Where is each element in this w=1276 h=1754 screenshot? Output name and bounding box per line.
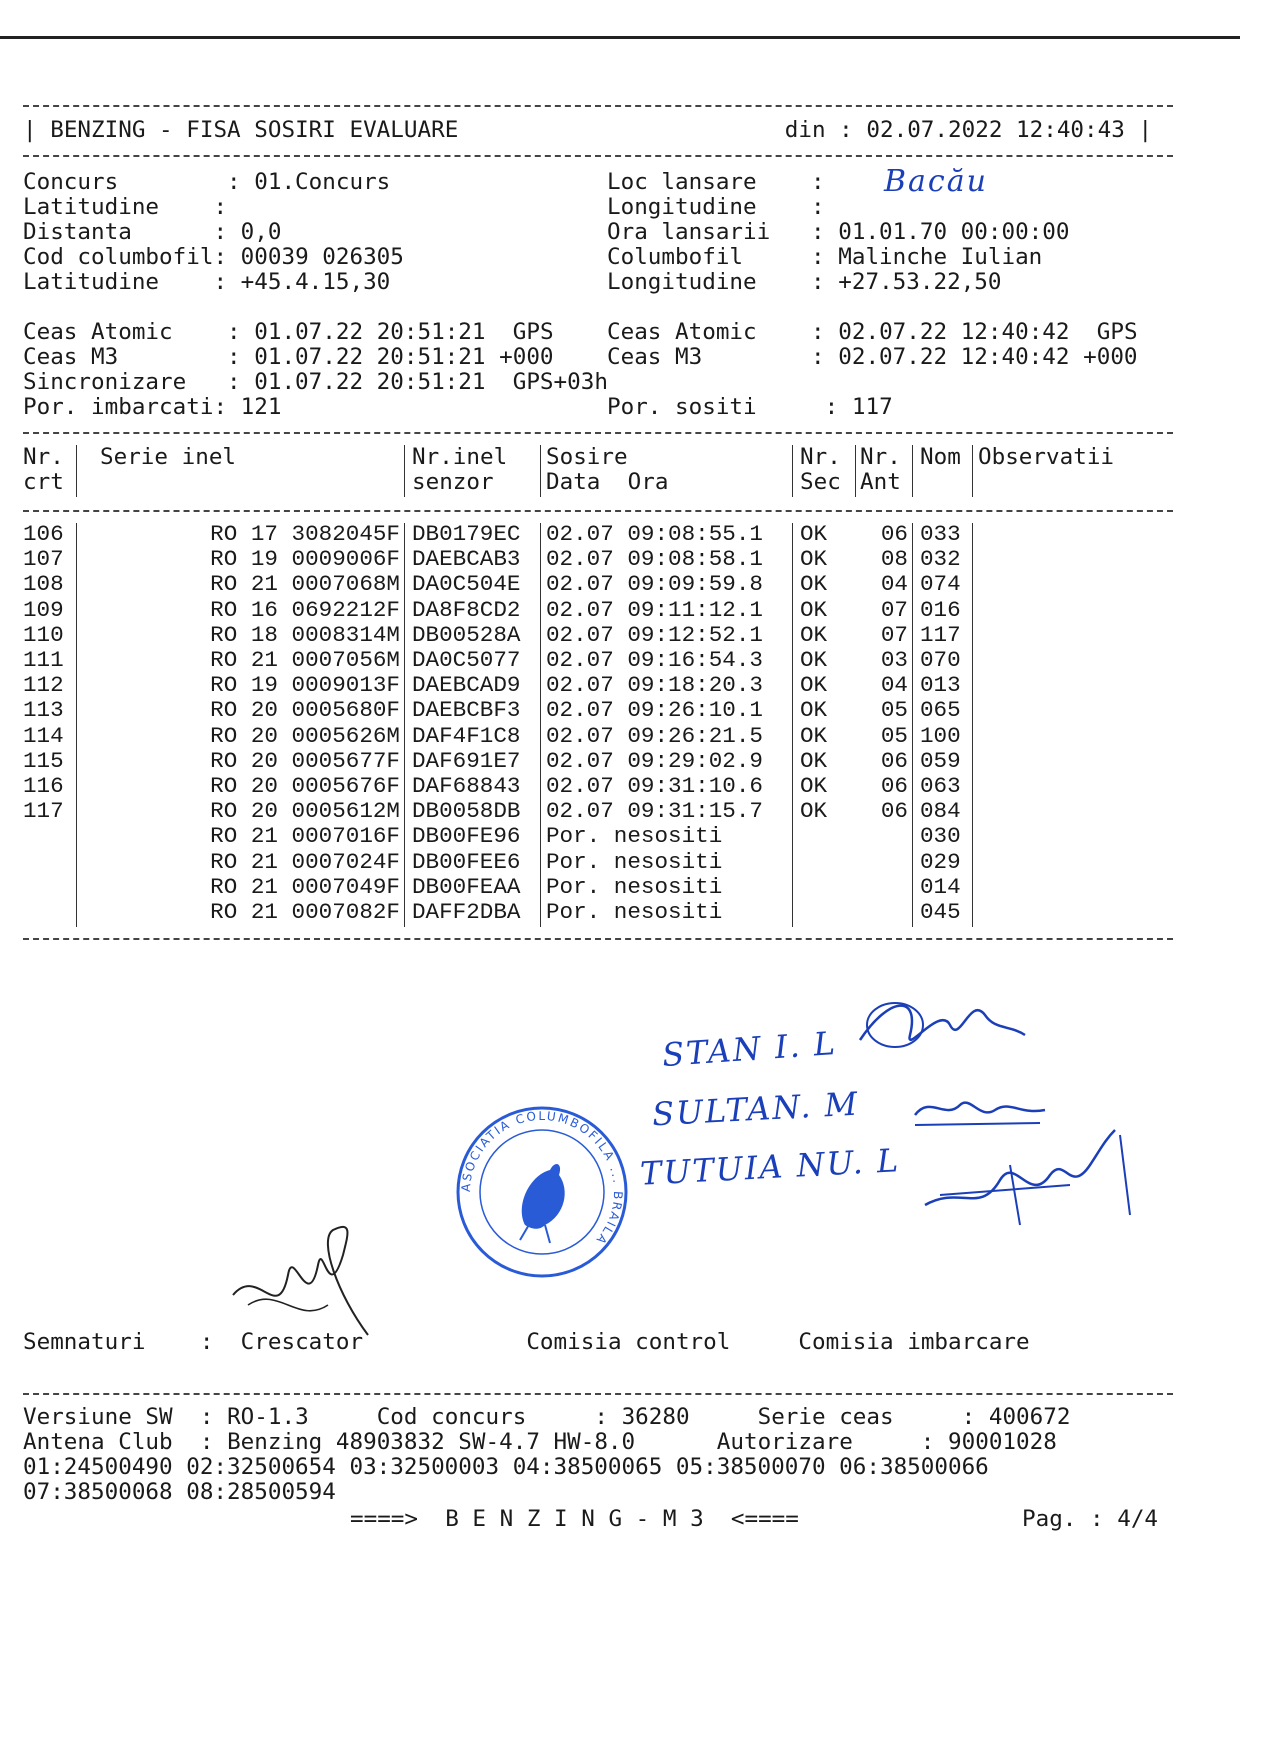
table-cell-sosire: 02.07 09:11:12.1 — [546, 596, 763, 623]
table-cell-senzor: DB00FE96 — [412, 823, 521, 850]
table-cell-nom: 045 — [920, 899, 961, 925]
table-cell-nr: 107 — [23, 546, 64, 573]
table-cell-serie: RO 21 0007082F — [210, 899, 400, 925]
association-stamp — [455, 1105, 630, 1280]
table-header-dash — [23, 510, 1173, 512]
table-cell-serie: RO 21 0007068M — [210, 571, 400, 598]
table-cell-nr: 117 — [23, 798, 64, 825]
table-cell-serie: RO 16 0692212F — [210, 596, 400, 623]
table-cell-ant: 05 — [880, 697, 908, 724]
table-cell-nom: 030 — [920, 823, 961, 850]
table-cell-senzor: DB0179EC — [412, 521, 521, 547]
table-cell-senzor: DA0C504E — [412, 571, 521, 598]
table-cell-serie: RO 21 0007049F — [210, 873, 400, 900]
table-cell-nr: 109 — [23, 596, 64, 623]
table-cell-senzor: DAEBCAB3 — [412, 546, 521, 573]
table-cell-nom: 063 — [920, 773, 961, 799]
table-cell-sosire: 02.07 09:08:58.1 — [546, 546, 763, 573]
table-cell-sosire: 02.07 09:18:20.3 — [546, 672, 763, 699]
table-cell-serie: RO 20 0005676F — [210, 773, 400, 799]
table-cell-senzor: DA8F8CD2 — [412, 596, 521, 623]
table-cell-sec: OK — [800, 571, 828, 598]
table-cell-sosire: Por. nesositi — [546, 848, 723, 875]
sositi-value: 117 — [851, 394, 893, 420]
table-cell-nom: 084 — [920, 798, 961, 825]
distanta-value: 0,0 — [240, 219, 282, 245]
header-line: | BENZING - FISA SOSIRI EVALUARE din : 02.07.2022 12:40:43 | — [23, 117, 1153, 143]
table-cell-senzor: DB00FEE6 — [412, 848, 521, 875]
table-cell-senzor: DAFF2DBA — [412, 899, 521, 925]
table-cell-nom: 117 — [920, 621, 961, 648]
table-cell-ant: 04 — [880, 571, 908, 598]
table-cell-sec: OK — [800, 672, 828, 699]
table-cell-sosire: 02.07 09:16:54.3 — [546, 647, 763, 673]
footer-dash — [23, 1393, 1173, 1395]
cod-columbofil-value: 00039 026305 — [240, 244, 404, 270]
table-cell-senzor: DB0058DB — [412, 798, 521, 825]
table-cell-ant: 05 — [880, 722, 908, 749]
signature-crescator-scribble — [228, 1215, 388, 1345]
header-bottom-dash — [23, 155, 1173, 157]
table-cell-senzor: DAEBCAD9 — [412, 672, 521, 699]
page-number: Pag. : 4/4 — [1022, 1506, 1159, 1532]
table-cell-nom: 032 — [920, 546, 961, 573]
table-cell-sosire: 02.07 09:26:21.5 — [546, 722, 763, 749]
table-cell-nr: 115 — [23, 747, 64, 774]
col-header-observatii: Observatii — [978, 444, 1115, 470]
table-cell-ant: 06 — [880, 798, 908, 825]
table-cell-nom: 070 — [920, 647, 961, 673]
table-cell-senzor: DA0C5077 — [412, 647, 521, 673]
table-cell-senzor: DAF68843 — [412, 773, 521, 799]
table-cell-sosire: 02.07 09:31:10.6 — [546, 773, 763, 799]
table-cell-sosire: 02.07 09:08:55.1 — [546, 521, 763, 547]
table-cell-ant: 03 — [880, 647, 908, 673]
table-cell-nr: 110 — [23, 621, 64, 648]
table-cell-nr: 108 — [23, 571, 64, 598]
table-cell-sec: OK — [800, 697, 828, 724]
table-cell-sosire: 02.07 09:31:15.7 — [546, 798, 763, 825]
table-cell-senzor: DB00528A — [412, 621, 521, 648]
columbofil-value: Malinche Iulian — [838, 244, 1043, 270]
handwritten-name-2: SULTAN. M — [651, 1084, 861, 1134]
table-cell-sec: OK — [800, 798, 828, 825]
table-cell-sec: OK — [800, 521, 828, 547]
table-cell-sosire: 02.07 09:26:10.1 — [546, 697, 763, 724]
info-left: Concurs : 01.Concurs Latitudine : Distanta : 0,0 Cod columbofil: 00039 026305 Latitudine : +45.4.15,30 — [23, 169, 404, 295]
table-cell-ant: 08 — [880, 546, 908, 573]
table-cell-nom: 059 — [920, 747, 961, 774]
table-cell-serie: RO 19 0009006F — [210, 546, 400, 573]
signature-1-scribble — [850, 985, 1030, 1065]
brand-line: ====> B E N Z I N G - M 3 <==== — [350, 1506, 799, 1532]
report-title: BENZING - FISA SOSIRI EVALUARE — [50, 117, 459, 143]
table-cell-ant: 07 — [880, 596, 908, 623]
table-cell-serie: RO 20 0005612M — [210, 798, 400, 825]
svg-text:ASOCIATIA COLUMBOFILA ... BRAI: ASOCIATIA COLUMBOFILA ... BRAILA — [458, 1108, 626, 1249]
report-date: 02.07.2022 12:40:43 — [866, 117, 1125, 143]
table-cell-serie: RO 17 3082045F — [210, 521, 400, 547]
table-cell-sosire: Por. nesositi — [546, 899, 723, 925]
table-cell-serie: RO 18 0008314M — [210, 621, 400, 648]
pigeon-icon — [522, 1164, 565, 1229]
table-header: Nr. crt — [23, 444, 64, 495]
table-cell-serie: RO 20 0005626M — [210, 722, 400, 749]
handwritten-name-3: TUTUIA NU. L — [639, 1141, 901, 1193]
table-cell-serie: RO 21 0007056M — [210, 647, 400, 673]
loc-lansare-handwritten: Bacău — [884, 164, 988, 199]
table-cell-serie: RO 19 0009013F — [210, 672, 400, 699]
table-cell-sec: OK — [800, 747, 828, 774]
signature-3-scribble — [920, 1125, 1140, 1235]
table-cell-nr: 106 — [23, 521, 64, 547]
table-cell-nom: 014 — [920, 873, 961, 900]
table-cell-serie: RO 20 0005677F — [210, 747, 400, 774]
clock-right: Ceas Atomic : 02.07.22 12:40:42 GPS Ceas M3 : 02.07.22 12:40:42 +000 Por. sositi : 117 — [607, 319, 1138, 420]
header-top-dash — [23, 105, 1173, 107]
info-right: Loc lansare : Longitudine : Ora lansarii : 01.01.70 00:00:00 Columbofil : Malinche Iulian Longitudine : +27.53.22,50 — [607, 169, 1070, 295]
table-cell-sec: OK — [800, 546, 828, 573]
concurs-value: 01.Concurs — [254, 169, 391, 195]
table-cell-nom: 100 — [920, 722, 961, 749]
clock-left: Ceas Atomic : 01.07.22 20:51:21 GPS Ceas M3 : 01.07.22 20:51:21 +000 Sincronizare : 01.07.22 20:51:21 GPS+03h Por. imbarcati: 121 — [23, 319, 608, 420]
table-cell-nr: 114 — [23, 722, 64, 749]
table-cell-ant: 06 — [880, 747, 908, 774]
table-cell-nr: 111 — [23, 647, 64, 673]
table-cell-nom: 029 — [920, 848, 961, 875]
latitudine-value: +45.4.15,30 — [240, 269, 391, 295]
table-cell-sec: OK — [800, 773, 828, 799]
table-cell-nr: 116 — [23, 773, 64, 799]
footer-block: Versiune SW : RO-1.3 Cod concurs : 36280 Serie ceas : 400672 Antena Club : Benzing 48903832 SW-4.7 HW-8.0 Autorizare : 90001028 01:24500490 02:32500654 03:32500003 04:38500065 05:38500070 06:38500066 07:38500068 08:28500594 — [23, 1404, 1071, 1505]
table-cell-sec: OK — [800, 621, 828, 648]
table-cell-sec: OK — [800, 596, 828, 623]
table-cell-senzor: DAF691E7 — [412, 747, 521, 774]
table-cell-ant: 06 — [880, 773, 908, 799]
table-cell-sosire: 02.07 09:12:52.1 — [546, 621, 763, 648]
ora-lansarii-value: 01.01.70 00:00:00 — [838, 219, 1070, 245]
table-cell-senzor: DAF4F1C8 — [412, 722, 521, 749]
table-cell-serie: RO 20 0005680F — [210, 697, 400, 724]
table-cell-nom: 033 — [920, 521, 961, 547]
table-cell-sec: OK — [800, 647, 828, 673]
table-cell-serie: RO 21 0007016F — [210, 823, 400, 850]
table-top-dash — [23, 432, 1173, 434]
col-header-serie: Serie inel — [100, 444, 237, 470]
table-cell-nr: 113 — [23, 697, 64, 724]
table-cell-sosire: 02.07 09:29:02.9 — [546, 747, 763, 774]
table-cell-ant: 07 — [880, 621, 908, 648]
table-bottom-dash — [23, 938, 1173, 940]
handwritten-name-1: STAN I. L — [660, 1023, 839, 1075]
table-cell-sosire: Por. nesositi — [546, 873, 723, 900]
table-cell-nom: 013 — [920, 672, 961, 699]
table-cell-nom: 065 — [920, 697, 961, 724]
table-cell-nr: 112 — [23, 672, 64, 699]
table-cell-nom: 074 — [920, 571, 961, 598]
table-cell-senzor: DB00FEAA — [412, 873, 521, 900]
signatures-line: Semnaturi : Crescator Comisia control Comisia imbarcare — [23, 1329, 1030, 1355]
table-cell-sec: OK — [800, 722, 828, 749]
table-cell-ant: 04 — [880, 672, 908, 699]
table-cell-serie: RO 21 0007024F — [210, 848, 400, 875]
table-cell-senzor: DAEBCBF3 — [412, 697, 521, 724]
table-cell-sosire: 02.07 09:09:59.8 — [546, 571, 763, 598]
imbarcati-value: 121 — [240, 394, 282, 420]
top-border-line — [0, 36, 1240, 39]
table-cell-ant: 06 — [880, 521, 908, 547]
table-cell-sosire: Por. nesositi — [546, 823, 723, 850]
table-cell-nom: 016 — [920, 596, 961, 623]
longitudine-value: +27.53.22,50 — [838, 269, 1002, 295]
